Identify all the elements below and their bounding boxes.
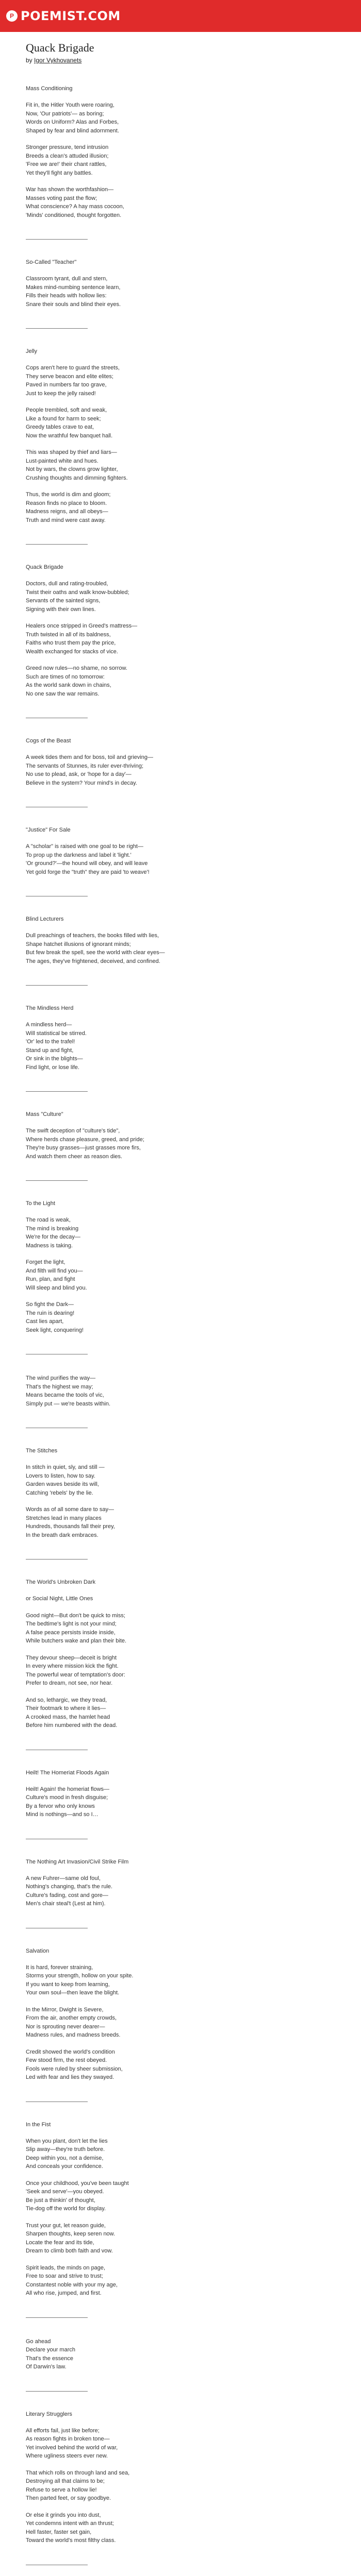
stanza [26, 1374, 351, 1408]
poem-line: Catching 'rebels' by the lie. [26, 1489, 93, 1496]
poem-line: Words as of all some dare to say— [26, 1506, 114, 1513]
poem-line: We're for the decay— [26, 1234, 80, 1240]
poem-line: War has shown the worthfashion— [26, 187, 114, 193]
stanza [26, 2264, 351, 2298]
poem-line: 'Seek and serve'—you obeyed. [26, 2189, 104, 2195]
poem-line: This was shaped by thief and liars— [26, 449, 117, 455]
poem-line: Good night—But don't be quick to miss; [26, 1612, 125, 1619]
poem-line: Madness reigns, and all obeys— [26, 509, 108, 515]
stanza [26, 1300, 351, 1334]
site-logo[interactable] [6, 9, 121, 23]
stanza [26, 1258, 351, 1292]
poem-section [26, 259, 351, 309]
section-title: Blind Lecturers [26, 916, 64, 922]
poem-line: Lovers to listen, how to say. [26, 1472, 95, 1479]
stanza [26, 1505, 351, 1539]
poem-section [26, 1448, 351, 1539]
poem-line: Just to keep the jelly raised! [26, 390, 96, 397]
poem-line: In the Mirror, Dwight is Severe, [26, 2006, 104, 2013]
poem-content [0, 32, 361, 2576]
poem-line: A crooked mass, the hamlet head [26, 1714, 110, 1720]
poem-section [26, 1200, 351, 1334]
poem-line: Go ahead [26, 2338, 51, 2345]
poem-line: Stronger pressure, tend intrusion [26, 144, 109, 150]
poem-section [26, 1374, 351, 1408]
stanza [26, 580, 351, 614]
poem-line: Men's chair steal't (Lest at him). [26, 1901, 106, 1907]
poem-line: Culture's fading, cost and gore— [26, 1892, 108, 1899]
poem-line: 'Or ground?'—the hound will obey, and will leave [26, 860, 148, 867]
section-title: The Nothing Art Invasion/Civil Strike Film [26, 1858, 129, 1865]
poem-line: Seek light, conquering! [26, 1327, 84, 1333]
poem-line: Sharpen thoughts, keep seren now. [26, 2231, 116, 2237]
poem-line: As the world sank down in chains, [26, 682, 111, 688]
poem-line: Garden waves beside its will, [26, 1481, 99, 1487]
poem-section [26, 2337, 351, 2371]
poem-line: While butchers wake and plan their bite. [26, 1638, 127, 1644]
stanza [26, 1216, 351, 1250]
poem-line: Deep within you, not a demise, [26, 2155, 104, 2161]
section-title: To the Light [26, 1200, 55, 1207]
poem-line: Cast lies apart, [26, 1318, 64, 1325]
section-title: Quack Brigade [26, 564, 63, 570]
poem-line: Prefer to dream, not see, nor hear. [26, 1680, 113, 1686]
poem-line: A new Fuhrer—same old foul, [26, 1875, 101, 1882]
stanza [26, 2048, 351, 2082]
poem-line: But few break the spell, see the world with clear eyes— [26, 950, 165, 956]
section-title: In the Fist [26, 2121, 51, 2128]
stanza [26, 1785, 351, 1819]
poem-line: Makes mind-numbing sentence learn, [26, 284, 121, 291]
poem-line: Fools were ruled by sheer submission, [26, 2065, 123, 2072]
poem-line: 'Or' led to the trafel! [26, 1039, 75, 1045]
author-link[interactable]: Igor Vykhovanets [34, 57, 82, 64]
section-title: Mass "Culture" [26, 1111, 63, 1117]
site-header [0, 0, 361, 32]
poem-line: That's the highest we may; [26, 1383, 93, 1390]
section-title: Mass Conditioning [26, 86, 73, 92]
byline-prefix: by [26, 57, 35, 64]
poem-line: Believe in the system? Your mind's in decay. [26, 779, 137, 786]
section-divider [26, 1559, 88, 1560]
poem-line: Spirit leads, the minds on page, [26, 2264, 106, 2271]
section-title: Cogs of the Beast [26, 738, 71, 744]
poem-line: Servants of the sainted signs, [26, 598, 101, 604]
stanza [26, 185, 351, 219]
poem-line: Then parted feet, or say goodbye. [26, 2495, 111, 2501]
poem-line: Fills their heads with hollow lies: [26, 293, 107, 299]
poem-section [26, 348, 351, 524]
poem-line: Stand up and fight, [26, 1047, 74, 1054]
poem-line: Like a found for harm to seek; [26, 415, 101, 422]
poem-line: Healers once stripped in Greed's mattress— [26, 623, 138, 629]
poem-line: That's the essence [26, 2355, 73, 2362]
poem-line: In the breath dark embraces. [26, 1532, 99, 1538]
poem-section [26, 1005, 351, 1072]
poem-line: Madness is taking. [26, 1242, 73, 1249]
poem-section [26, 2122, 351, 2298]
poem-line: Tie-dog off the world for display. [26, 2206, 106, 2212]
poem-line: Free to soar and strive to trust; [26, 2273, 103, 2279]
poem-line: Hundreds, thousands fall their prey, [26, 1523, 115, 1530]
poem-line: Or else it grinds you into dust, [26, 2512, 101, 2518]
poem-line: Find light, or lose life. [26, 1064, 79, 1071]
poemist-logo-icon: P [6, 10, 18, 22]
poem-line: Credit showed the world's condition [26, 2048, 115, 2055]
poem-line: No one saw the war remains. [26, 690, 100, 697]
stanza [26, 931, 351, 965]
poem-line: Wealth exchanged for stacks of vice. [26, 648, 118, 655]
poem-line: They serve beacon and elite elites; [26, 373, 113, 380]
poem-line: Classroom tyrant, dull and stern, [26, 276, 108, 282]
section-title: "Justice" For Sale [26, 827, 71, 833]
poem-line: Cops aren't here to guard the streets, [26, 365, 120, 371]
poem-line: Greed now rules—no shame, no sorrow. [26, 665, 127, 671]
poem-title: Quack Brigade [26, 41, 94, 54]
poem-section [26, 738, 351, 787]
section-title: Salvation [26, 1947, 50, 1954]
poem-line: 'Free we are!' their chant rattles, [26, 161, 107, 167]
poem-line: All who rise, jumped, and first. [26, 2290, 102, 2296]
poem-line: Locate the fear and its tide, [26, 2239, 94, 2246]
poem-line: Will sleep and blind you. [26, 1284, 87, 1291]
poem-line: Few stood firm, the rest obeyed. [26, 2057, 107, 2063]
poem-line: Thus, the world is dim and gloom; [26, 492, 111, 498]
poem-line: Before him numbered with the dead. [26, 1722, 118, 1728]
poem-line: Refuse to serve a hollow lie! [26, 2486, 97, 2493]
poem-line: And watch them cheer as reason dies. [26, 1153, 123, 1160]
section-divider [26, 985, 88, 986]
poem-section [26, 916, 351, 965]
poem-line: Masses voting past the flow; [26, 195, 97, 201]
stanza [26, 2337, 351, 2371]
stanza [26, 2427, 351, 2461]
stanza [26, 664, 351, 698]
poem-line: And conceals your confidence. [26, 2163, 103, 2170]
poem-line: Dream to climb both faith and vow. [26, 2248, 113, 2254]
poem-line: All efforts fail, just like before; [26, 2427, 100, 2434]
poem-line: To prop up the darkness and label it 'light.' [26, 852, 132, 858]
poem-line: Yet involved behind the world of war, [26, 2444, 118, 2451]
poem-line: Yet they'll fight any battles. [26, 170, 93, 176]
byline [26, 57, 351, 64]
section-divider [26, 1091, 88, 1092]
poem-line: The mind is breaking [26, 1225, 79, 1232]
section-title: Literary Strugglers [26, 2411, 72, 2417]
poem-line: Run, plan, and fight [26, 1276, 75, 1282]
poem-line: Slip away—they're truth before. [26, 2146, 105, 2153]
stanza [26, 2179, 351, 2213]
poem-line: A "scholar" is raised with one goal to be right— [26, 843, 143, 850]
poem-line: When you plant, don't let the lies [26, 2138, 108, 2144]
stanza [26, 1595, 351, 1603]
section-title: Heilt! The Homeriat Floods Again [26, 1769, 109, 1776]
poem-line: If you want to keep from learning, [26, 1981, 110, 1988]
poem-line: Now the wrathful few banquet hall. [26, 432, 113, 439]
stanza [26, 2222, 351, 2256]
site-name: POEMIST.COM [21, 9, 121, 23]
poem-line: Madness rules, and madness breeds. [26, 2032, 121, 2038]
poem-line: Yet condemns intent with an thrust; [26, 2520, 114, 2527]
poem-line: They're busy grasses—just grasses more firs, [26, 1145, 141, 1151]
poem-line: No use to plead, ask, or 'hope for a day'— [26, 771, 132, 777]
poem-line: Toward the world's most filthy class. [26, 2537, 116, 2544]
poem-line: Reason finds no place to bloom. [26, 500, 107, 506]
poem-line: The bedtime's light is not your mind; [26, 1621, 117, 1627]
poem-line: Stretches lead in many places [26, 1515, 102, 1521]
poem-section [26, 2411, 351, 2545]
poem-line: Nor is sprouting never dearer— [26, 2023, 105, 2030]
poem-section [26, 827, 351, 876]
poem-line: Greedy tables crave to eat, [26, 424, 94, 430]
poem-line: Mind is nothings—and so I… [26, 1811, 99, 1818]
poem-line: In every where mission kick the fight. [26, 1663, 119, 1669]
poem-line: People trembled, soft and weak, [26, 407, 107, 413]
stanza [26, 2137, 351, 2171]
section-divider [26, 2317, 88, 2318]
stanza [26, 842, 351, 876]
poem-line: Shaped by fear and blind adornment. [26, 127, 120, 134]
poem-line: Will statistical be stirred. [26, 1030, 87, 1037]
poem-line: Twist their oaths and walk know-bubbled; [26, 589, 129, 596]
stanza [26, 143, 351, 177]
poem-line: The servants of Stunnes, its ruler ever-thriving; [26, 762, 144, 769]
poem-section [26, 1948, 351, 2082]
poem-line: Heilt! Again! the homeriat flows— [26, 1786, 110, 1792]
poem-line: Hell faster, faster set gain, [26, 2529, 92, 2535]
poem-line: In stitch in quiet, sly, and still — [26, 1464, 105, 1470]
poem-line: And so, lethargic, we they tread, [26, 1697, 107, 1703]
poem-line: Led with fear and lies they swayed. [26, 2074, 114, 2080]
poem-line: Faiths who trust them pay the price, [26, 640, 116, 646]
poem-line: Crushing thoughts and dimming fighters. [26, 474, 128, 481]
poem-line: Trust your gut, let reason guide, [26, 2222, 106, 2229]
poem-section [26, 86, 351, 219]
poem-line: Of Darwin's law. [26, 2364, 67, 2370]
poem-line: A mindless herd— [26, 1022, 72, 1028]
poem-line: or Social Night, Little Ones [26, 1596, 93, 1602]
poem-line: As reason fights in broken tone— [26, 2436, 110, 2442]
poem-line: Be just a thinkin' of thought, [26, 2197, 95, 2204]
stanza [26, 275, 351, 309]
poem-line: Storms your strength, hollow on your spite. [26, 1973, 134, 1979]
poem-line: Doctors, dull and rating-troubled, [26, 581, 108, 587]
stanza [26, 1963, 351, 1997]
stanza [26, 364, 351, 398]
poem-section [26, 1579, 351, 1730]
poem-line: Paved in numbers far too grave, [26, 382, 107, 388]
section-divider [26, 239, 88, 240]
poem-line: The wind purifies the way— [26, 1375, 96, 1381]
poem-line: Nothing's changing, that's the rule. [26, 1884, 113, 1890]
poem-line: Now, 'Our patriots'— as boring; [26, 110, 104, 117]
poem-line: A week tides them and for boss, toil and grieving— [26, 754, 154, 760]
poem-sections [26, 86, 351, 2576]
poem-line: By a fervor who only knows [26, 1803, 95, 1809]
poem-line: Forget the light, [26, 1259, 65, 1265]
stanza [26, 1654, 351, 1688]
section-title: So-Called "Teacher" [26, 259, 77, 265]
poem-line: Not by wars, the clowns grow lighter, [26, 466, 118, 472]
section-divider [26, 1180, 88, 1181]
stanza [26, 2006, 351, 2040]
poem-line: Shape hatchet illusions of ignorant minds; [26, 941, 131, 947]
poem-line: Breeds a clean's attuded illusion; [26, 152, 109, 159]
section-title: Jelly [26, 348, 38, 354]
poem-line: The road is weak, [26, 1217, 71, 1223]
poem-line: Simply put — we're beasts within. [26, 1400, 111, 1407]
poem-line: Culture's mood in fresh disguise; [26, 1794, 108, 1801]
stanza [26, 1463, 351, 1497]
poem-line: Constantest noble with your my age, [26, 2281, 118, 2288]
poem-line: Lust-painted white and hues. [26, 457, 99, 464]
poem-line: Where ugliness steers ever new. [26, 2453, 108, 2459]
poem-line: They devour sheep—deceit is bright [26, 1654, 117, 1661]
poem-line: Fit in, the Hitler Youth were roaring, [26, 102, 114, 108]
poem-line: Yet gold forge the "truth" they are paid 'to weave'! [26, 869, 150, 875]
poem-line: The powerful wear of temptation's door: [26, 1671, 125, 1678]
poem-line: Once your childhood, you've been taught [26, 2180, 129, 2187]
poem-line: Destroying all that claims to be; [26, 2478, 105, 2484]
stanza [26, 448, 351, 482]
poem-line: Means became the tools of vic, [26, 1392, 104, 1398]
stanza [26, 1127, 351, 1161]
section-title: The Mindless Herd [26, 1005, 74, 1011]
stanza [26, 490, 351, 524]
stanza [26, 2511, 351, 2545]
poem-line: Your own soul—then leave the blight. [26, 1990, 120, 1996]
section-title: The World's Unbroken Dark [26, 1579, 96, 1585]
poem-section [26, 1770, 351, 1819]
poem-line: Where herds chase pleasure, greed, and pride; [26, 1136, 144, 1143]
stanza [26, 1696, 351, 1730]
poem-section [26, 1111, 351, 1161]
stanza [26, 101, 351, 135]
stanza [26, 753, 351, 787]
section-divider [26, 2391, 88, 2392]
poem-line: The swift deception of "culture's tide", [26, 1128, 120, 1134]
poem-line: So fight the Dark— [26, 1301, 74, 1308]
poem-line: Truth and mind were cast away. [26, 517, 106, 523]
poem-line: Declare your march [26, 2347, 75, 2353]
stanza [26, 622, 351, 656]
poem-line: That which rolls on through land and sea, [26, 2469, 130, 2476]
stanza [26, 406, 351, 440]
poem-line: The ages, they've frightened, deceived, and confined. [26, 958, 160, 964]
section-divider [26, 544, 88, 545]
stanza [26, 1612, 351, 1646]
poem-line: Signing with their own lines. [26, 606, 96, 613]
poem-section [26, 1859, 351, 1908]
stanza [26, 2469, 351, 2503]
poem-line: Words on Uniform? Alas and Forbes, [26, 119, 119, 125]
poem-line: Truth twisted in all of its baldness, [26, 631, 111, 638]
poem-line: It is hard, forever straining, [26, 1964, 93, 1971]
poem-line: Their footmark to where it lies— [26, 1705, 106, 1711]
poem-line: What conscience? A hay mass cocoon, [26, 204, 124, 210]
poem-line: Dull preachings of teachers, the books filled with lies, [26, 933, 159, 939]
poem-line: Snare their souls and blind their eyes. [26, 301, 121, 308]
poem-line: A false peace persists inside inside, [26, 1629, 116, 1636]
section-divider [26, 328, 88, 329]
poem-line: From the air, another empty crowds, [26, 2015, 117, 2021]
stanza [26, 1021, 351, 1072]
poem-section [26, 564, 351, 698]
poem-line: 'Minds' conditioned, thought forgotten. [26, 212, 122, 218]
poem-line: And filth will find you— [26, 1267, 83, 1274]
poem-line: Such are times of no tomorrow: [26, 673, 105, 680]
section-title: The Stitches [26, 1448, 58, 1454]
stanza [26, 1874, 351, 1908]
poem-line: The ruin is dearing! [26, 1310, 75, 1316]
poem-line: Or sink in the blights— [26, 1056, 83, 1062]
